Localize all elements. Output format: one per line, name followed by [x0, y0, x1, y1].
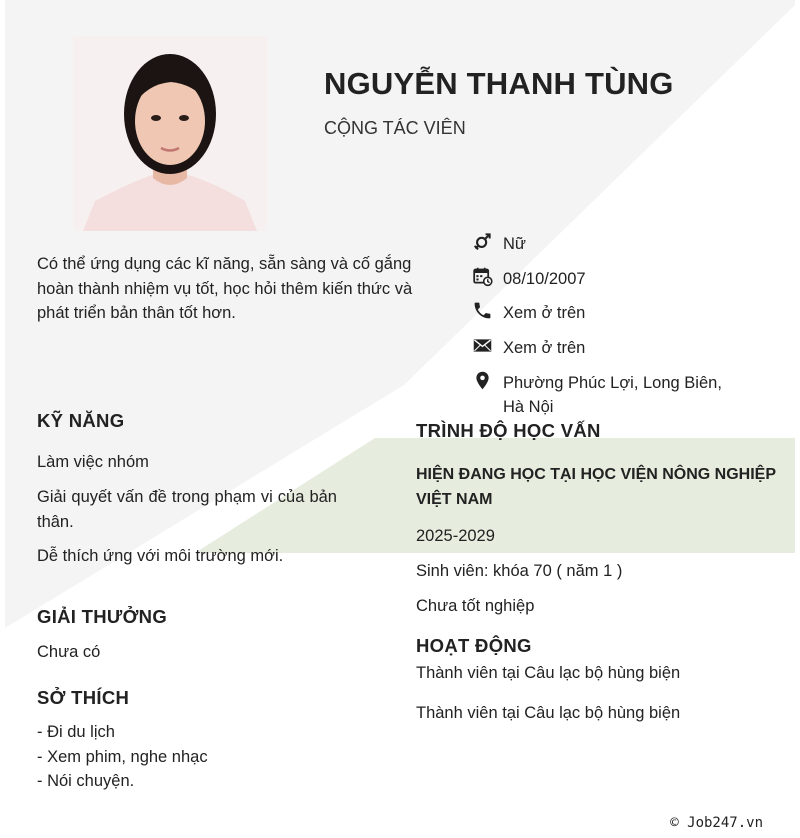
phone-icon: [472, 300, 493, 321]
contact-birthday: [472, 267, 586, 291]
location-pin-icon: [472, 370, 493, 391]
career-summary: Có thể ứng dụng các kĩ năng, sẵn sàng và cố gắng hoàn thành nhiệm vụ tốt, học hỏi thêm kiến thức và phát triển bản thân tốt hơn.: [37, 255, 413, 322]
footer-copyright: © Job247.vn: [670, 815, 763, 831]
activities-heading: HOẠT ĐỘNG: [416, 635, 532, 656]
hobby-item: - Đi du lịch: [37, 723, 115, 741]
education-years: 2025-2029: [416, 527, 495, 545]
calendar-icon: [472, 266, 493, 287]
address-value: Phường Phúc Lợi, Long Biên, Hà Nội: [503, 374, 722, 416]
education-heading: TRÌNH ĐỘ HỌC VẤN: [416, 420, 601, 441]
gender-value: Nữ: [503, 235, 526, 253]
mail-icon: [472, 335, 493, 356]
contact-address: [472, 371, 742, 419]
awards-heading: GIẢI THƯỞNG: [37, 606, 168, 627]
profile-photo: [73, 36, 267, 231]
education-status: Chưa tốt nghiệp: [416, 597, 535, 615]
candidate-name: NGUYỄN THANH TÙNG: [324, 66, 674, 101]
gender-icon: [472, 231, 493, 252]
hobbies-heading: SỞ THÍCH: [37, 687, 130, 708]
hobby-item: - Nói chuyện.: [37, 772, 135, 790]
education-school: HIỆN ĐANG HỌC TẠI HỌC VIỆN NÔNG NGHIỆP VIỆT NAM: [416, 466, 776, 508]
activity-item: Thành viên tại Câu lạc bộ hùng biện: [416, 664, 681, 682]
candidate-role: CỘNG TÁC VIÊN: [324, 118, 466, 138]
awards-text: Chưa có: [37, 643, 101, 661]
skills-heading: KỸ NĂNG: [37, 410, 125, 431]
education-detail: Sinh viên: khóa 70 ( năm 1 ): [416, 562, 623, 580]
activity-item: Thành viên tại Câu lạc bộ hùng biện: [416, 704, 681, 722]
contact-phone: [472, 301, 585, 325]
email-value: Xem ở trên: [503, 339, 586, 357]
birthday-value: 08/10/2007: [503, 270, 586, 288]
phone-value: Xem ở trên: [503, 304, 586, 322]
contact-email: [472, 336, 585, 360]
contact-gender: [472, 232, 526, 256]
hobby-item: - Xem phim, nghe nhạc: [37, 748, 208, 766]
skill-item: Dễ thích ứng với môi trường mới.: [37, 547, 284, 565]
skill-item: Giải quyết vấn đề trong phạm vi của bản thân.: [37, 488, 337, 531]
skill-item: Làm việc nhóm: [37, 453, 149, 471]
